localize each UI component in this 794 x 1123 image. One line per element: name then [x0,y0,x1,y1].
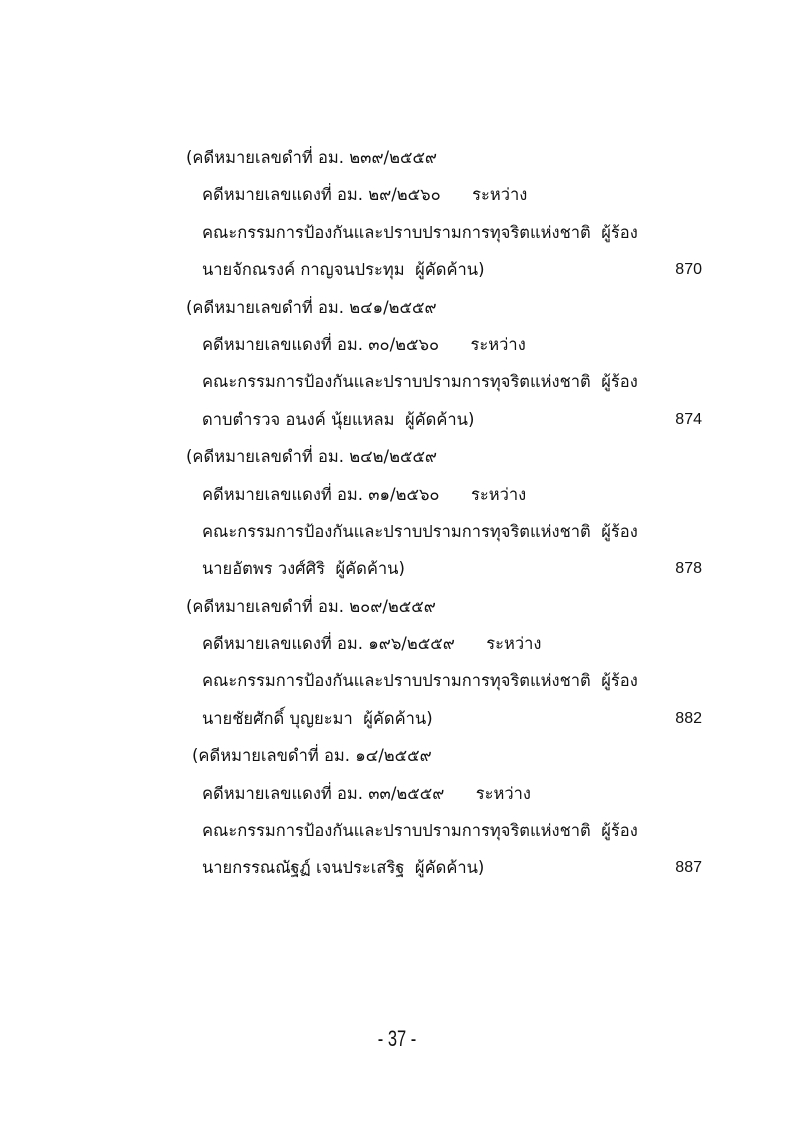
black-case-number [186,742,702,779]
red-case-number-text: คดีหมายเลขแดงที่ อม. ๓๓/๒๕๕๙ ระหว่าง [202,783,531,803]
black-case-number [186,144,702,181]
case-entry [186,443,702,593]
black-case-number-text: (คดีหมายเลขดำที่ อม. ๒๐๙/๒๕๕๙ [186,596,436,616]
page-reference: 882 [675,709,702,727]
plaintiff-line [186,667,702,704]
red-case-number [186,780,702,817]
red-case-number-text: คดีหมายเลขแดงที่ อม. ๒๙/๒๕๖๐ ระหว่าง [202,185,528,205]
defendant-line-text: นายชัยศักดิ์ บุญยะมา ผู้คัดค้าน) [202,708,433,728]
case-index-list [186,144,702,892]
black-case-number [186,593,702,630]
red-case-number [186,630,702,667]
red-case-number [186,481,702,518]
defendant-line [186,705,702,742]
page-reference: 870 [675,261,702,279]
defendant-line [186,406,702,443]
red-case-number-text: คดีหมายเลขแดงที่ อม. ๓๑/๒๕๖๐ ระหว่าง [202,484,527,504]
red-case-number-text: คดีหมายเลขแดงที่ อม. ๓๐/๒๕๖๐ ระหว่าง [202,334,526,354]
plaintiff-line-text: คณะกรรมการป้องกันและปราบปรามการทุจริตแห่งชาติ ผู้ร้อง [202,671,638,691]
plaintiff-line-text: คณะกรรมการป้องกันและปราบปรามการทุจริตแห่งชาติ ผู้ร้อง [202,372,638,392]
plaintiff-line [186,219,702,256]
defendant-line-text: ดาบตำรวจ อนงค์ นุ้ยแหลม ผู้คัดค้าน) [202,409,475,429]
plaintiff-line-text: คณะกรรมการป้องกันและปราบปรามการทุจริตแห่งชาติ ผู้ร้อง [202,821,638,841]
page-reference: 874 [675,410,702,428]
case-entry [186,294,702,444]
black-case-number-text: (คดีหมายเลขดำที่ อม. ๒๓๙/๒๕๕๙ [186,148,438,167]
defendant-line-text: นายกรรณณัฐฏ์ เจนประเสริฐ ผู้คัดค้าน) [202,858,485,878]
black-case-number [186,294,702,331]
plaintiff-line [186,368,702,405]
defendant-line-text: นายอัตพร วงศ์ศิริ ผู้คัดค้าน) [202,559,405,579]
defendant-line [186,854,702,891]
defendant-line-text: นายจักณรงค์ กาญจนประทุม ผู้คัดค้าน) [202,260,485,280]
plaintiff-line-text: คณะกรรมการป้องกันและปราบปรามการทุจริตแห่งชาติ ผู้ร้อง [202,521,638,541]
plaintiff-line [186,518,702,555]
black-case-number-text: (คดีหมายเลขดำที่ อม. ๒๔๑/๒๕๕๙ [186,297,437,317]
plaintiff-line [186,817,702,854]
page-reference: 878 [675,560,702,578]
black-case-number [186,443,702,480]
page-reference: 887 [675,859,702,877]
plaintiff-line-text: คณะกรรมการป้องกันและปราบปรามการทุจริตแห่งชาติ ผู้ร้อง [202,222,638,242]
case-entry [186,742,702,892]
red-case-number [186,331,702,368]
red-case-number-text: คดีหมายเลขแดงที่ อม. ๑๙๖/๒๕๕๙ ระหว่าง [202,634,542,654]
red-case-number [186,181,702,218]
defendant-line [186,256,702,293]
defendant-line [186,555,702,592]
case-entry [186,144,702,294]
black-case-number-text: (คดีหมายเลขดำที่ อม. ๒๔๒/๒๕๕๙ [186,447,438,467]
page-number: - 37 - [377,1026,417,1051]
black-case-number-text: (คดีหมายเลขดำที่ อม. ๑๔/๒๕๕๙ [192,746,432,766]
case-entry [186,593,702,743]
